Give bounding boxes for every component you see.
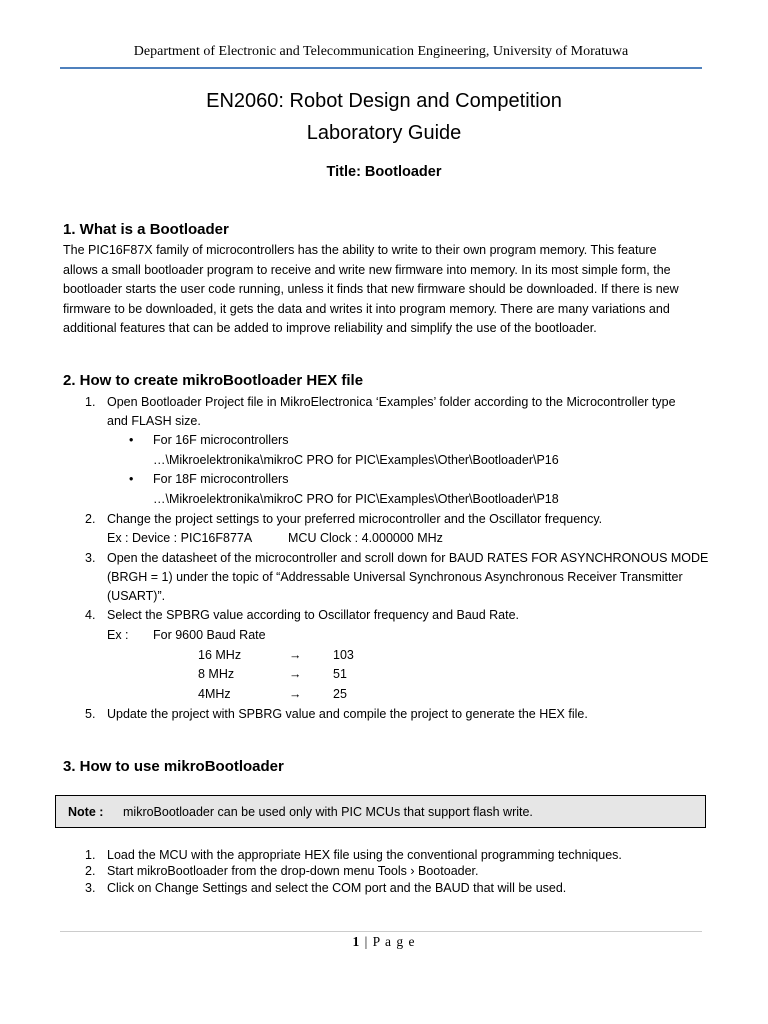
guide-title: Laboratory Guide: [306, 122, 462, 144]
list-number: 4.: [85, 608, 96, 622]
spbrg-freq: 8 MHz: [198, 667, 235, 681]
step-3-text-cont: (BRGH = 1) under the topic of “Addressable Universal Synchronous Asynchronous Receiver Transmitter: [107, 570, 683, 584]
section-3-heading: 3. How to use mikroBootloader: [63, 758, 284, 775]
paragraph-line: The PIC16F87X family of microcontrollers has the ability to write to their own program memory. This feature: [63, 243, 657, 257]
note-box: [55, 795, 706, 828]
page-header: Department of Electronic and Telecommunication Engineering, University of Moratuwa: [133, 44, 629, 59]
section-1-heading: 1. What is a Bootloader: [63, 221, 229, 238]
step-1-text: Open Bootloader Project file in MikroElectronica ‘Examples’ folder according to the Microcontroller type: [107, 395, 676, 409]
document-title: Title: Bootloader: [326, 164, 442, 180]
page-footer: [0, 934, 768, 950]
step-5-text: Update the project with SPBRG value and compile the project to generate the HEX file.: [107, 707, 588, 721]
list-number: 1.: [85, 848, 96, 862]
step-2-text: Change the project settings to your preferred microcontroller and the Oscillator frequency.: [107, 512, 603, 526]
paragraph-line: firmware to be downloaded, it gets the data and writes it into program memory. There are many variations and: [63, 301, 670, 316]
list-number: 3.: [85, 551, 96, 565]
clock-example: MCU Clock : 4.000000 MHz: [288, 531, 443, 545]
usage-step-3: Click on Change Settings and select the COM port and the BAUD that will be used.: [107, 881, 567, 895]
list-number: 2.: [85, 864, 96, 878]
spbrg-value: 103: [333, 648, 354, 662]
arrow-icon: →: [289, 667, 302, 681]
step-3-text: Open the datasheet of the microcontroller and scroll down for BAUD RATES FOR ASYNCHRONOUS MODE: [107, 551, 709, 565]
section-2-heading: 2. How to create mikroBootloader HEX file: [63, 372, 364, 389]
arrow-icon: →: [289, 648, 302, 662]
paragraph-line: bootloader starts the user code running, unless it finds that new firmware should be downloaded. If there is new: [63, 282, 679, 296]
spbrg-freq: 4MHz: [198, 687, 231, 701]
bullet-icon: •: [129, 433, 134, 447]
course-title: EN2060: Robot Design and Competition: [206, 90, 562, 112]
note-text: mikroBootloader can be used only with PIC MCUs that support flash write.: [123, 805, 533, 819]
example-label: Ex :: [107, 628, 129, 642]
spbrg-value: 25: [333, 687, 347, 701]
paragraph-line: allows a small bootloader program to receive and write new firmware into memory. In its most simple form, the: [63, 262, 671, 277]
note-label: Note :: [68, 805, 104, 819]
path-16f: …\Mikroelektronika\mikroC PRO for PIC\Examples\Other\Bootloader\P16: [153, 453, 559, 467]
section-1-paragraph: [63, 241, 701, 339]
arrow-icon: →: [289, 687, 302, 701]
bullet-icon: •: [129, 472, 134, 486]
page-number: 1: [352, 934, 361, 949]
list-number: 2.: [85, 512, 96, 526]
step-1-text-cont: and FLASH size.: [107, 414, 201, 428]
list-number: 3.: [85, 881, 96, 895]
step-4-text: Select the SPBRG value according to Oscillator frequency and Baud Rate.: [107, 608, 520, 622]
usage-step-2: Start mikroBootloader from the drop-down menu Tools › Bootoader.: [107, 864, 479, 878]
paragraph-line: additional features that can be added to improve reliability and simplify the use of the bootloader.: [63, 321, 597, 335]
list-number: 5.: [85, 707, 96, 721]
device-example: Ex : Device : PIC16F877A: [107, 531, 253, 545]
page-label: | P a g e: [364, 934, 416, 949]
bullet-label-18f: For 18F microcontrollers: [153, 472, 289, 486]
bullet-label-16f: For 16F microcontrollers: [153, 433, 289, 447]
baud-rate-label: For 9600 Baud Rate: [153, 628, 266, 642]
footer-divider: [60, 931, 702, 932]
step-3-text-end: (USART)”.: [107, 589, 166, 603]
spbrg-value: 51: [333, 667, 347, 681]
header-divider: [60, 67, 702, 69]
path-18f: …\Mikroelektronika\mikroC PRO for PIC\Examples\Other\Bootloader\P18: [153, 492, 559, 506]
usage-step-1: Load the MCU with the appropriate HEX file using the conventional programming techniques.: [107, 848, 622, 862]
list-number: 1.: [85, 395, 96, 409]
spbrg-freq: 16 MHz: [198, 648, 242, 662]
